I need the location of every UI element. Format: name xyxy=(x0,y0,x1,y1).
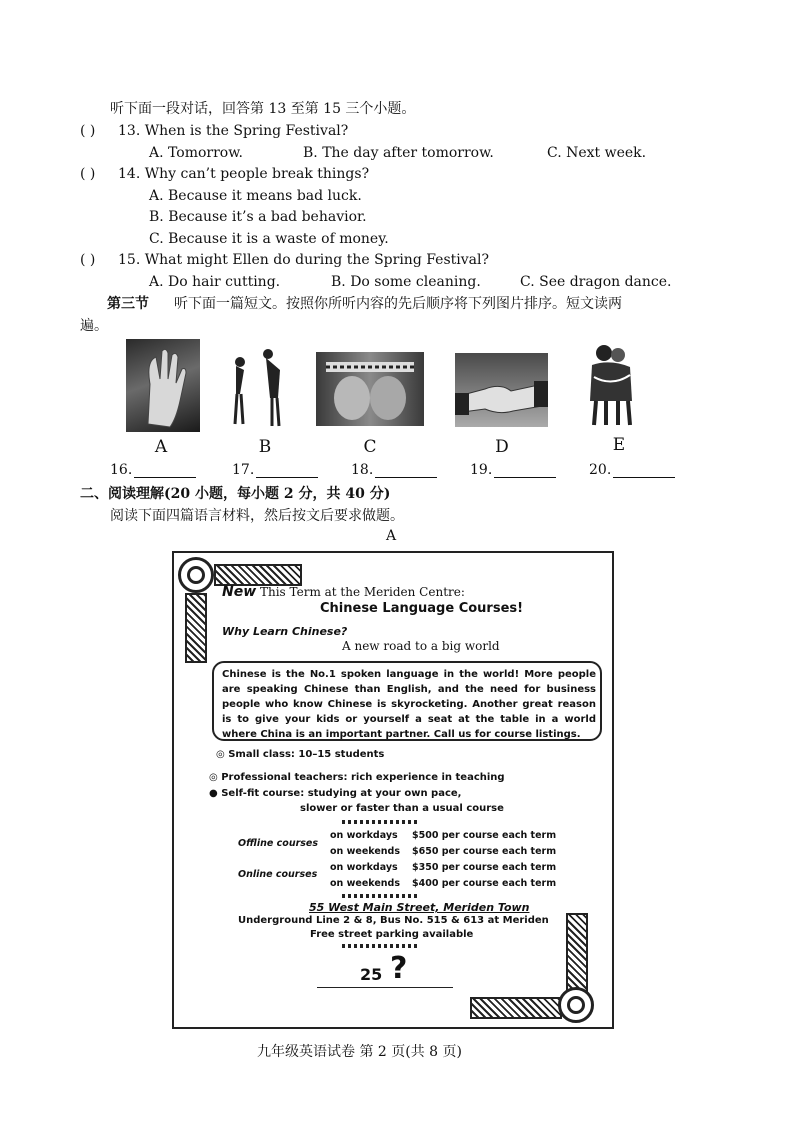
q14-option-a: A. Because it means bad luck. xyxy=(149,188,362,204)
online-workdays: on workdays xyxy=(330,862,398,873)
section3-text-cont: 遍。 xyxy=(80,318,108,334)
picture-label-d: D xyxy=(495,437,509,457)
ad-why-heading: Why Learn Chinese? xyxy=(222,625,348,638)
q14-bracket: ( ) xyxy=(80,166,96,182)
q15-option-b: B. Do some cleaning. xyxy=(331,274,481,290)
online-courses-label: Online courses xyxy=(238,869,318,880)
ad-new-word: New xyxy=(222,584,257,600)
q13-question: 13. When is the Spring Festival? xyxy=(118,123,349,139)
ad-new-rest: This Term at the Meriden Centre: xyxy=(259,585,465,599)
celtic-border-left xyxy=(185,593,207,663)
offline-weekends-price: $650 per course each term xyxy=(412,846,557,857)
picture-nose-touch xyxy=(316,352,424,426)
offline-workdays: on workdays xyxy=(330,830,398,841)
listening-intro: 听下面一段对话，回答第 13 至第 15 三个小题。 xyxy=(110,101,416,117)
reading-heading: 二、阅读理解(20 小题，每小题 2 分，共 40 分) xyxy=(80,486,391,502)
ad-intro xyxy=(222,584,465,600)
passage-label: A xyxy=(386,528,397,544)
answer-blank-18[interactable]: 18. xyxy=(351,462,437,478)
picture-label-a: A xyxy=(154,437,168,457)
section3-text: 听下面一篇短文。按照你所听内容的先后顺序将下列图片排序。短文读两 xyxy=(174,296,622,312)
question-25-number: 25 xyxy=(360,965,383,984)
ad-description-box xyxy=(212,661,602,741)
celtic-knot-icon xyxy=(558,987,594,1023)
page-footer: 九年级英语试卷 第 2 页(共 8 页) xyxy=(257,1044,462,1060)
feature-self-fit: ● Self-fit course: studying at your own pace, xyxy=(209,788,462,799)
q13-option-b: B. The day after tomorrow. xyxy=(303,145,494,161)
picture-label-c: C xyxy=(363,437,377,457)
question-25-blank[interactable] xyxy=(317,987,453,988)
answer-blank-17[interactable]: 17. xyxy=(232,462,318,478)
question-mark-icon: ? xyxy=(390,951,408,986)
ad-tagline: A new road to a big world xyxy=(342,639,500,653)
q15-bracket: ( ) xyxy=(80,252,96,268)
q14-option-c: C. Because it is a waste of money. xyxy=(149,231,389,247)
offline-courses-label: Offline courses xyxy=(238,838,319,849)
reading-instruction: 阅读下面四篇语言材料，然后按文后要求做题。 xyxy=(110,508,404,524)
divider xyxy=(342,944,418,948)
offline-workdays-price: $500 per course each term xyxy=(412,830,557,841)
divider xyxy=(342,894,418,898)
course-advertisement xyxy=(172,551,614,1029)
feature-small-class: ◎ Small class: 10–15 students xyxy=(216,749,385,760)
ad-description: Chinese is the No.1 spoken language in the world! More people are speaking Chinese than English, and the need for business people who know Chinese is skyrocketing. Another great reason is to give your kids or yourself a seat at the table in a world where China is an important partner. Call us for course listings. xyxy=(222,669,596,740)
q13-option-c: C. Next week. xyxy=(547,145,647,161)
offline-weekends: on weekends xyxy=(330,846,400,857)
feature-self-fit-cont: slower or faster than a usual course xyxy=(300,803,504,814)
online-workdays-price: $350 per course each term xyxy=(412,862,557,873)
picture-label-e: E xyxy=(612,435,626,455)
celtic-border-bottom xyxy=(470,997,562,1019)
picture-hug xyxy=(582,343,640,427)
picture-label-b: B xyxy=(258,437,272,457)
online-weekends: on weekends xyxy=(330,878,400,889)
answer-blank-16[interactable]: 16. xyxy=(110,462,196,478)
picture-handshake xyxy=(455,353,548,427)
section3-label: 第三节 xyxy=(107,296,149,312)
ad-course-title: Chinese Language Courses! xyxy=(320,601,524,616)
ad-address: 55 West Main Street, Meriden Town xyxy=(309,901,530,914)
q14-question: 14. Why can’t people break things? xyxy=(118,166,370,182)
q13-bracket: ( ) xyxy=(80,123,96,139)
feature-teachers: ◎ Professional teachers: rich experience in teaching xyxy=(209,772,505,783)
picture-hand-raised xyxy=(126,339,200,432)
picture-bowing xyxy=(222,348,294,432)
divider xyxy=(342,820,418,824)
q15-option-c: C. See dragon dance. xyxy=(520,274,672,290)
q15-question: 15. What might Ellen do during the Spring Festival? xyxy=(118,252,489,268)
q15-option-a: A. Do hair cutting. xyxy=(149,274,281,290)
ad-transport: Underground Line 2 & 8, Bus No. 515 & 613 at Meriden xyxy=(238,915,549,926)
celtic-border-top xyxy=(214,564,302,586)
answer-blank-20[interactable]: 20. xyxy=(589,462,675,478)
q14-option-b: B. Because it’s a bad behavior. xyxy=(149,209,367,225)
answer-blank-19[interactable]: 19. xyxy=(470,462,556,478)
ad-parking: Free street parking available xyxy=(310,929,474,940)
celtic-knot-icon xyxy=(178,557,214,593)
q13-option-a: A. Tomorrow. xyxy=(149,145,243,161)
online-weekends-price: $400 per course each term xyxy=(412,878,557,889)
